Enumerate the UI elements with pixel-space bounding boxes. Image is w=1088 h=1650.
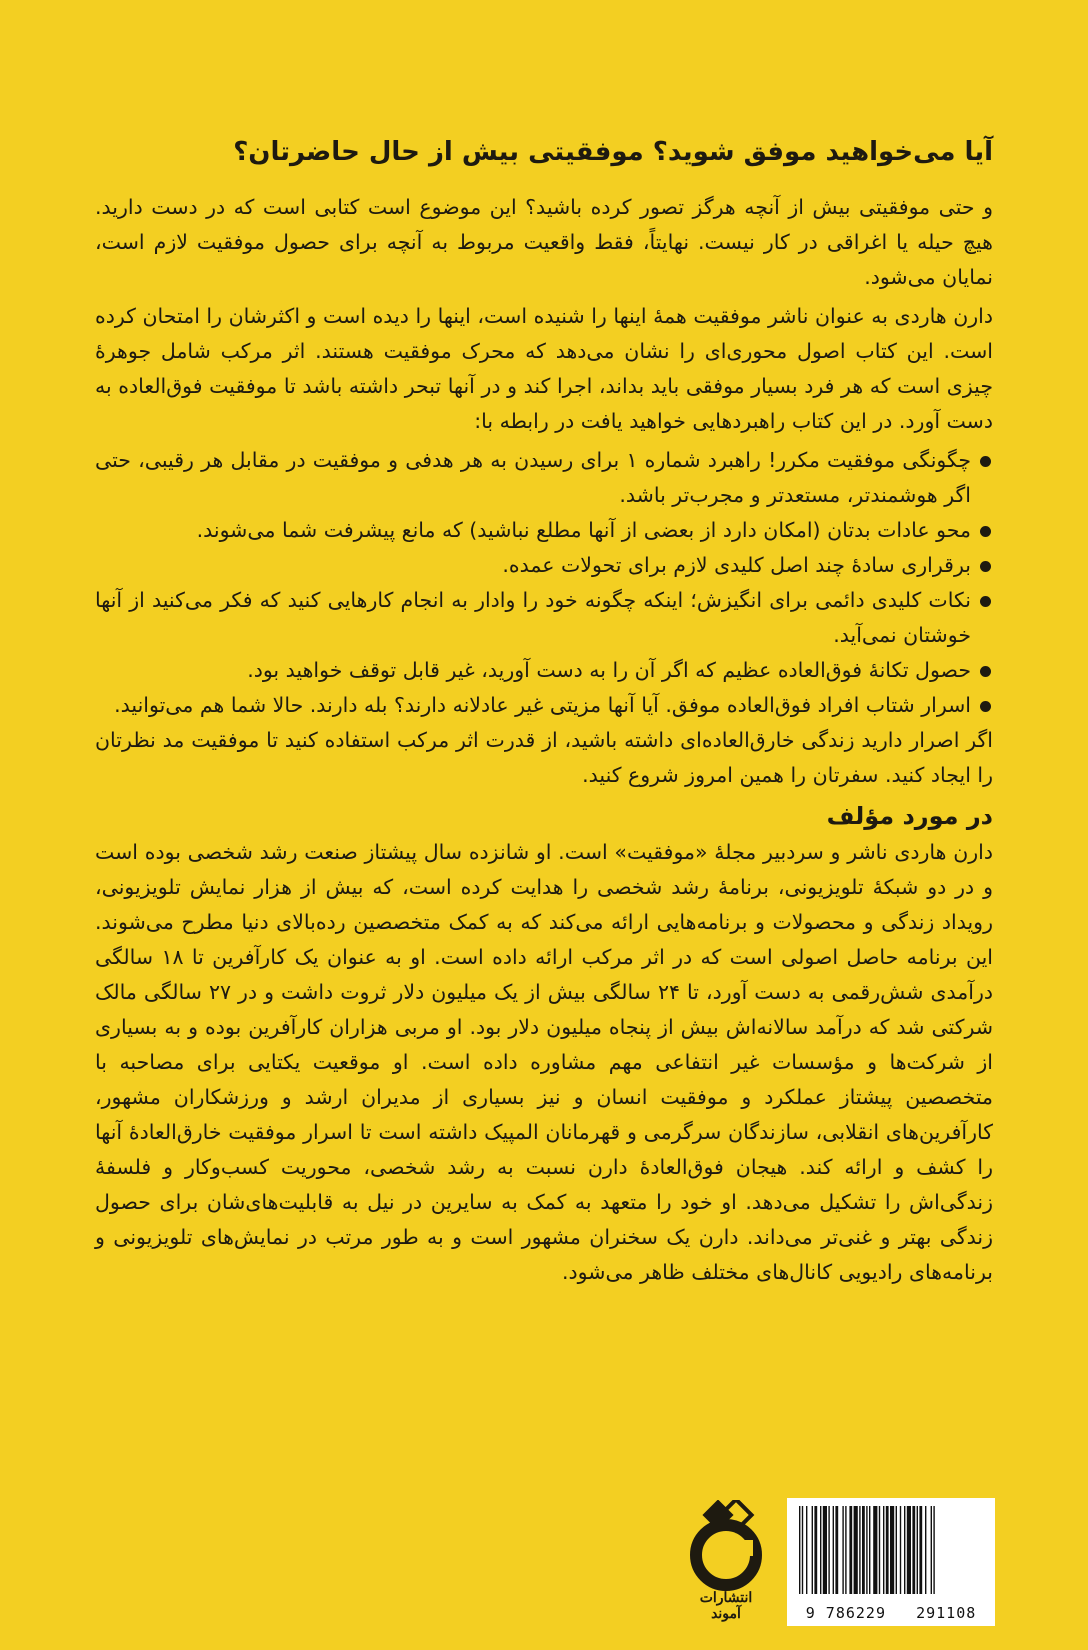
headline: آیا می‌خواهید موفق شوید؟ موفقیتی بیش از حال حاضرتان؟ <box>233 137 993 167</box>
isbn-barcode <box>787 1498 995 1626</box>
barcode-digits-left: 9 786229 <box>805 1604 886 1622</box>
list-item: نکات کلیدی دائمی برای انگیزش؛ اینکه چگونه خود را وادار به انجام کارهایی کنید که فکر می‌کنید از آنها خوشتان نمی‌آید. <box>95 583 993 653</box>
intro-paragraph-1: و حتی موفقیتی بیش از آنچه هرگز تصور کرده باشید؟ این موضوع است کتابی است که در دست دارید. هیچ حیله یا اغراقی در کار نیست. نهایتاً، فقط واقعیت مربوط به آنچه برای حصول موفقیت لازم است، نمایان می‌شود. <box>95 195 993 289</box>
body-text <box>95 190 993 1290</box>
barcode-digits-right: 291108 <box>916 1604 977 1622</box>
list-item: برقراری سادهٔ چند اصل کلیدی لازم برای تحولات عمده. <box>95 548 993 583</box>
about-author <box>95 799 993 1290</box>
closing-paragraph: اگر اصرار دارید زندگی خارق‌العاده‌ای داشته باشید، از قدرت اثر مرکب استفاده کنید تا موفقیت مد نظرتان را ایجاد کنید. سفرتان را همین امروز شروع کنید. <box>95 728 993 787</box>
about-author-text: دارن هاردی ناشر و سردبیر مجلهٔ «موفقیت» است. او شانزده سال پیشتاز صنعت رشد شخصی بوده است و در دو شبکهٔ تلویزیونی، برنامهٔ رشد شخصی را هدایت کرده است، که بیش از هزار نمایش تلویزیونی، رویداد زندگی و محصولات و برنامه‌هایی ارائه می‌کند که به کمک متخصصین رده‌بالای دنیا مطرح می‌شوند. این برنامه حاصل اصولی است که در اثر مرکب ارائه داده است. او به عنوان یک کارآفرین تا ۱۸ سالگی درآمدی شش‌رقمی به دست آورد، تا ۲۴ سالگی بیش از یک میلیون دلار ثروت داشت و در ۲۷ سالگی مالک شرکتی شد که درآمد سالانه‌اش بیش از پنجاه میلیون دلار بود. او مربی هزاران کارآفرین بوده و به بسیاری از شرکت‌ها و مؤسسات غیر انتفاعی مهم مشاوره داده است. او موقعیت یکتایی برای مصاحبه با متخصصین پیشتاز عملکرد و موفقیت انسان و نیز بسیاری از مدیران ارشد و ورزشکاران مشهور، کارآفرین‌های انقلابی، سازندگان سرگرمی و قهرمانان المپیک داشته است تا اسرار موفقیت خارق‌العادهٔ آنها را کشف و ارائه کند. هیجان فوق‌العادهٔ دارن نسبت به رشد شخصی، محوریت کسب‌وکار و فلسفهٔ زندگی‌اش را تشکیل می‌دهد. او خود را متعهد به کمک به سایرین در نیل به قابلیت‌های‌شان برای حصول زندگی بهتر و غنی‌تر می‌داند. دارن یک سخنران مشهور است و به طور مرتب در نمایش‌های تلویزیونی و برنامه‌های رادیویی کانال‌های مختلف ظاهر می‌شود. <box>95 840 993 1284</box>
barcode-bars <box>797 1506 985 1598</box>
publisher-logo <box>685 1500 767 1625</box>
publisher-name: انتشارات آموند <box>699 1590 753 1622</box>
list-item: حصول تکانهٔ فوق‌العاده عظیم که اگر آن را به دست آورید، غیر قابل توقف خواهید بود. <box>95 653 993 688</box>
strategy-list <box>95 443 993 723</box>
intro-paragraph-2: دارن هاردی به عنوان ناشر موفقیت همهٔ اینها را شنیده است، اینها را دیده است و اکثرشان را امتحان کرده است. این کتاب اصول محوری‌ای را نشان می‌دهد که محرک موفقیت هستند. اثر مرکب شامل جوهرهٔ چیزی است که هر فرد بسیار موفقی باید بداند، اجرا کند و در آنها تبحر داشته باشد تا موفقیت فوق‌العاده به دست آورد. در این کتاب راهبردهایی خواهید یافت در رابطه با: <box>95 304 993 433</box>
list-item: محو عادات بدتان (امکان دارد از بعضی از آنها مطلع نباشید) که مانع پیشرفت شما می‌شوند. <box>95 513 993 548</box>
about-author-title: در مورد مؤلف <box>826 802 993 830</box>
barcode-digits <box>787 1604 995 1622</box>
list-item: چگونگی موفقیت مکرر! راهبرد شماره ۱ برای رسیدن به هر هدفی و موفقیت در مقابل هر رقیبی، حتی اگر هوشمندتر، مستعدتر و مجرب‌تر باشد. <box>95 443 993 513</box>
publisher-emblem-icon <box>685 1500 767 1592</box>
list-item: اسرار شتاب افراد فوق‌العاده موفق. آیا آنها مزیتی غیر عادلانه دارند؟ بله دارند. حالا شما هم می‌توانید. <box>95 688 993 723</box>
